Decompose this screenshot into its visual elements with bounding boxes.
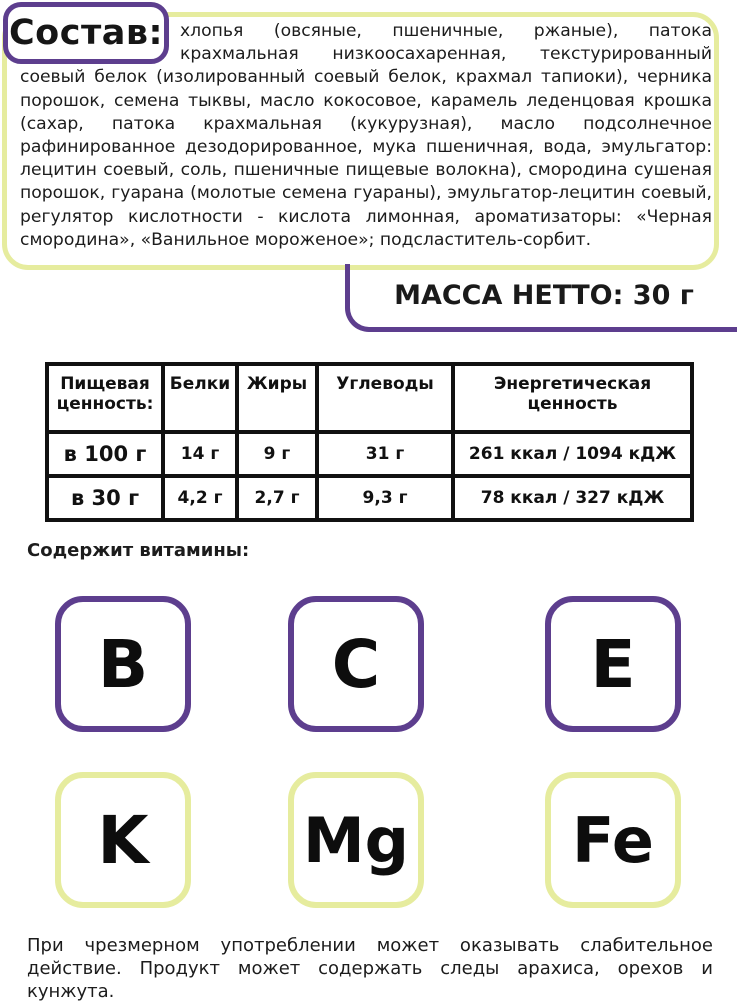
warning-text: При чрезмерном употреблении может оказывать слабительное действие. Продукт может содержать следы арахиса, орехов и кунжута. [27,935,713,1002]
header-protein: Белки [163,364,237,432]
composition-label: Состав: [3,2,169,64]
cell-protein-100g: 14 г [163,432,237,476]
mineral-fe-badge: Fe [545,772,681,908]
cell-carbs-100g: 31 г [317,432,453,476]
table-row [47,476,692,520]
cell-energy-100g: 261 ккал / 1094 кДЖ [453,432,692,476]
label-spacer [20,20,180,62]
cell-energy-30g: 78 ккал / 327 кДЖ [453,476,692,520]
nutrition-table [45,362,694,522]
cell-fat-100g: 9 г [237,432,317,476]
cell-carbs-30g: 9,3 г [317,476,453,520]
table-row [47,432,692,476]
header-nutrition-value: Пищевая ценность: [47,364,163,432]
row-label-100g: в 100 г [47,432,163,476]
header-fat: Жиры [237,364,317,432]
vitamins-title: Содержит витамины: [27,540,250,561]
composition-text: хлопья (овсяные, пшеничные, ржаные), патока крахмальная низкоосахаренная, текстурированный соевый белок (изолированный соевый белок, крахмал тапиоки), черника порошок, семена тыквы, масло кокосовое, карамель леденцовая крошка (сахар, патока крахмальная (кукурузная), масло подсолнечное рафинированное дезодорированное, мука пшеничная, вода, эмульгатор: лецитин соевый, соль, пшеничные пищевые волокна), смородина сушеная порошок, гуарана (молотые семена гуараны), эмульгатор-лецитин соевый, регулятор кислотности - кислота лимонная, ароматизаторы: «Черная смородина», «Ванильное мороженое»; подсластитель-сорбит. [20,21,712,250]
header-carbs: Углеводы [317,364,453,432]
vitamin-c-badge: C [288,596,424,732]
composition-text-block [20,20,712,252]
vitamin-b-badge: B [55,596,191,732]
vitamin-e-badge: E [545,596,681,732]
nutrition-header-row [47,364,692,432]
cell-protein-30g: 4,2 г [163,476,237,520]
net-mass-box: МАССА НЕТТО: 30 г [345,264,737,332]
header-energy: Энергетическая ценность [453,364,692,432]
cell-fat-30g: 2,7 г [237,476,317,520]
mineral-mg-badge: Mg [288,772,424,908]
row-label-30g: в 30 г [47,476,163,520]
vitamin-k-badge: K [55,772,191,908]
